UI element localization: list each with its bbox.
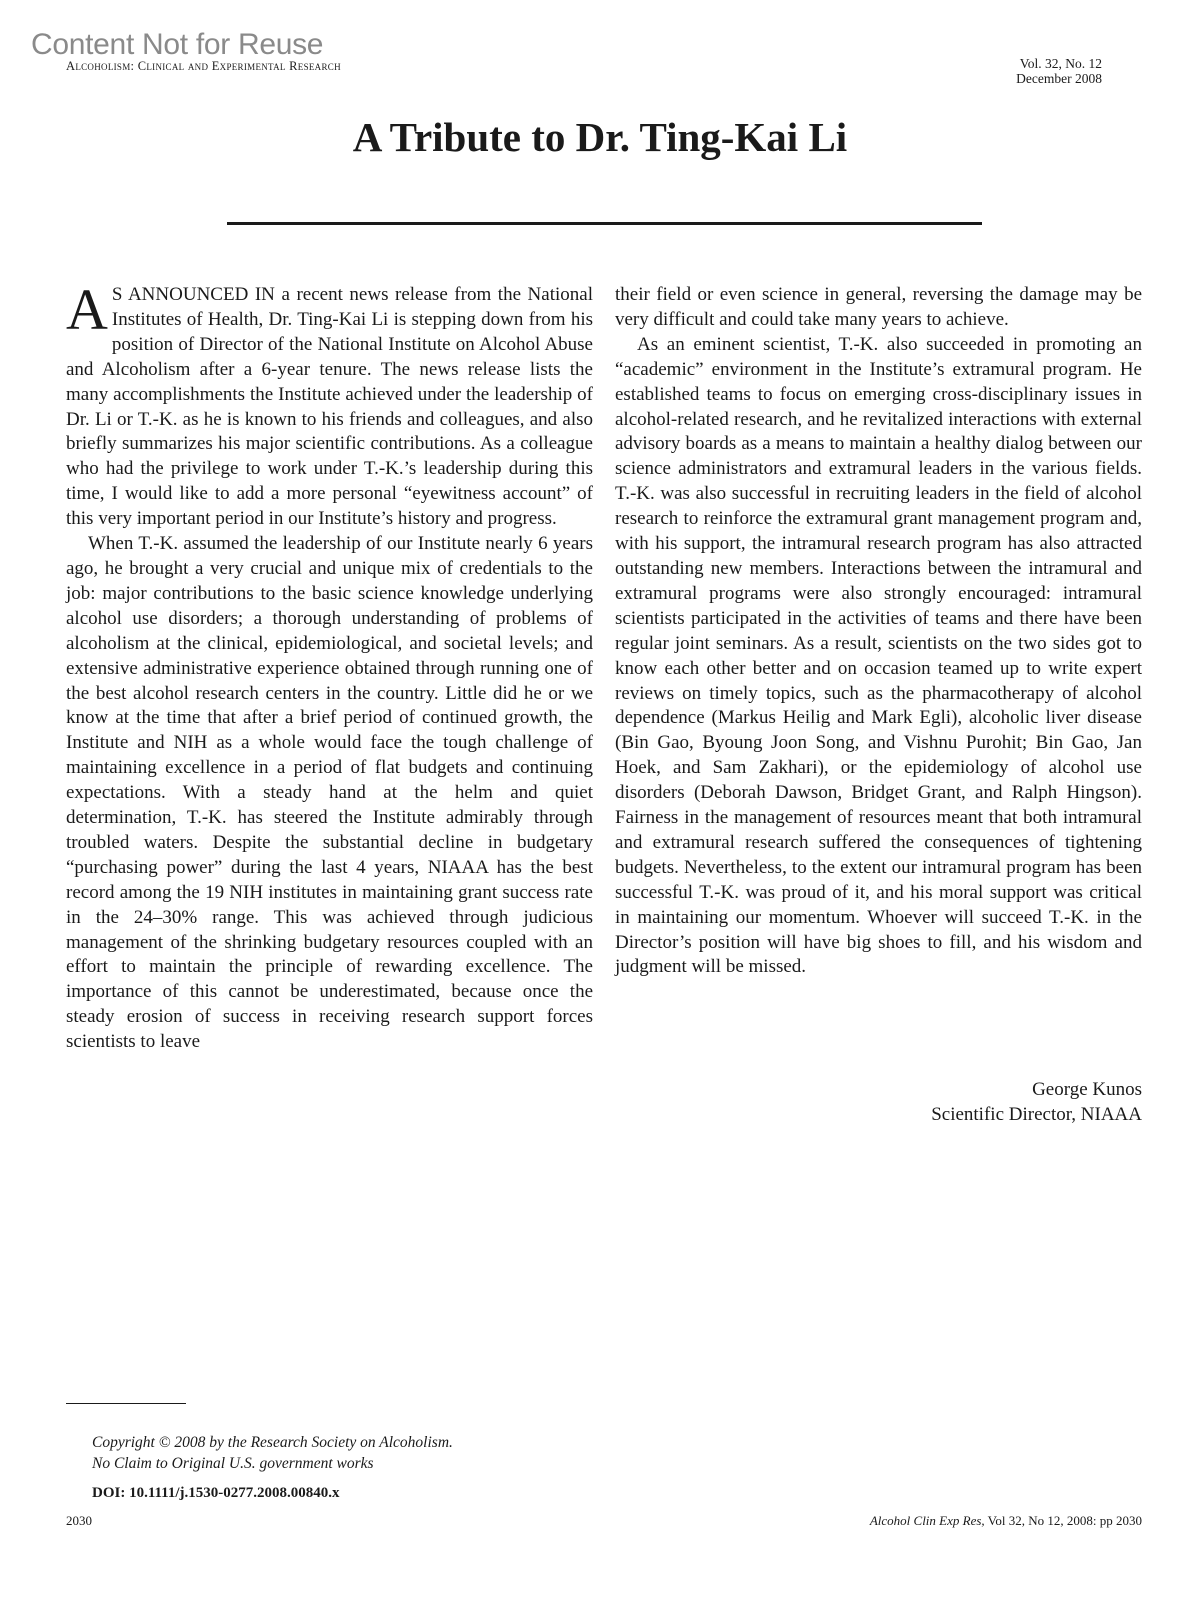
left-column	[66, 277, 593, 1055]
author-name: George Kunos	[1032, 1079, 1142, 1100]
author-role: Scientific Director, NIAAA	[931, 1104, 1142, 1125]
volume-number: Vol. 32, No. 12	[1019, 56, 1102, 71]
doi: DOI: 10.1111/j.1530-0277.2008.00840.x	[92, 1485, 340, 1501]
copyright-notice	[92, 1432, 453, 1474]
copyright-line-1: Copyright © 2008 by the Research Society on Alcoholism.	[92, 1434, 453, 1451]
title-divider	[227, 222, 982, 225]
paragraph-1-text: a recent news release from the National Institutes of Health, Dr. Ting-Kai Li is stepping down from his position of Director of the National Institute on Alcohol Abuse and Alcoholism after a 6-year tenure. The news release lists the many accomplishments the Institute achieved under the leadership of Dr. Li or T.-K. as he is known to his friends and colleagues, and also briefly summarizes his major scientific contributions. As a colleague who had the privilege to work under T.-K.’s leadership during this time, I would like to add a more personal “eyewitness account” of this very important period in our Institute’s history and progress.	[66, 284, 593, 530]
citation	[870, 1513, 1142, 1529]
journal-name: Alcoholism: Clinical and Experimental Research	[66, 59, 341, 73]
article-title: A Tribute to Dr. Ting-Kai Li	[352, 114, 848, 160]
paragraph-2: When T.-K. assumed the leadership of our Institute nearly 6 years ago, he brought a very crucial and unique mix of credentials to the job: major contributions to the basic science knowledge underlying alcohol use disorders; a thorough understanding of problems of alcoholism at the clinical, epidemiological, and societal levels; and extensive administrative experience obtained through running one of the best alcohol research centers in the country. Little did he or we know at the time that after a brief period of continued growth, the Institute and NIH as a whole would face the tough challenge of maintaining excellence in a period of flat budgets and continuing expectations. With a steady hand at the helm and quiet determination, T.-K. has steered the Institute admirably through troubled waters. Despite the substantial decline in budgetary “purchasing power” during the last 4 years, NIAAA has the best record among the 19 NIH institutes in maintaining grant success rate in the 24–30% range. This was achieved through judicious management of the shrinking budgetary resources coupled with an effort to maintain the principle of rewarding excellence. The importance of this cannot be underestimated, because once the steady erosion of success in receiving research support forces scientists to leave	[66, 533, 593, 1053]
citation-details: Vol 32, No 12, 2008: pp 2030	[984, 1513, 1142, 1528]
footnote-divider	[66, 1403, 186, 1404]
signature-block	[931, 1077, 1142, 1127]
paragraph-1	[66, 277, 593, 532]
issue-info	[1016, 56, 1102, 86]
lead-in-caps: S ANNOUNCED IN	[111, 284, 275, 305]
watermark: Content Not for Reuse	[31, 28, 324, 61]
issue-date: December 2008	[1016, 71, 1102, 86]
paragraph-2-continued: their field or even science in general, reversing the damage may be very difficult and could take many years to achieve.	[615, 284, 1142, 330]
paragraph-3: As an eminent scientist, T.-K. also succeeded in promoting an “academic” environment in the Institute’s extramural program. He established teams to focus on emerging cross-disciplinary issues in alcohol-related research, and he revitalized interactions with external advisory boards as a means to maintain a healthy dialog between our science administrators and extramural leaders in the various fields. T.-K. was also successful in recruiting leaders in the field of alcohol research to reinforce the extramural grant management program and, with his support, the intramural research program has also attracted outstanding new members. Interactions between the intramural and extramural programs were also strongly encouraged: intramural scientists participated in the activities of teams and there have been regular joint seminars. As a result, scientists on the two sides got to know each other better and on occasion teamed up to write expert reviews on timely topics, such as the pharmacotherapy of alcohol dependence (Markus Heilig and Mark Egli), alcoholic liver disease (Bin Gao, Byoung Joon Song, and Vishnu Purohit; Bin Gao, Jan Hoek, and Sam Zakhari), or the epidemiology of alcohol use disorders (Deborah Dawson, Bridget Grant, and Ralph Hingson). Fairness in the management of resources meant that both intramural and extramural research suffered the consequences of tightening budgets. Nevertheless, to the extent our intramural program has been successful T.-K. was proud of it, and his moral support was critical in maintaining our momentum. Whoever will succeed T.-K. in the Director’s position will have big shoes to fill, and his wisdom and judgment will be missed.	[615, 333, 1142, 978]
drop-cap: A	[66, 277, 108, 342]
page-number: 2030	[66, 1513, 92, 1528]
copyright-line-2: No Claim to Original U.S. government works	[92, 1455, 374, 1472]
right-column	[615, 283, 1142, 980]
citation-journal: Alcohol Clin Exp Res,	[869, 1513, 985, 1528]
